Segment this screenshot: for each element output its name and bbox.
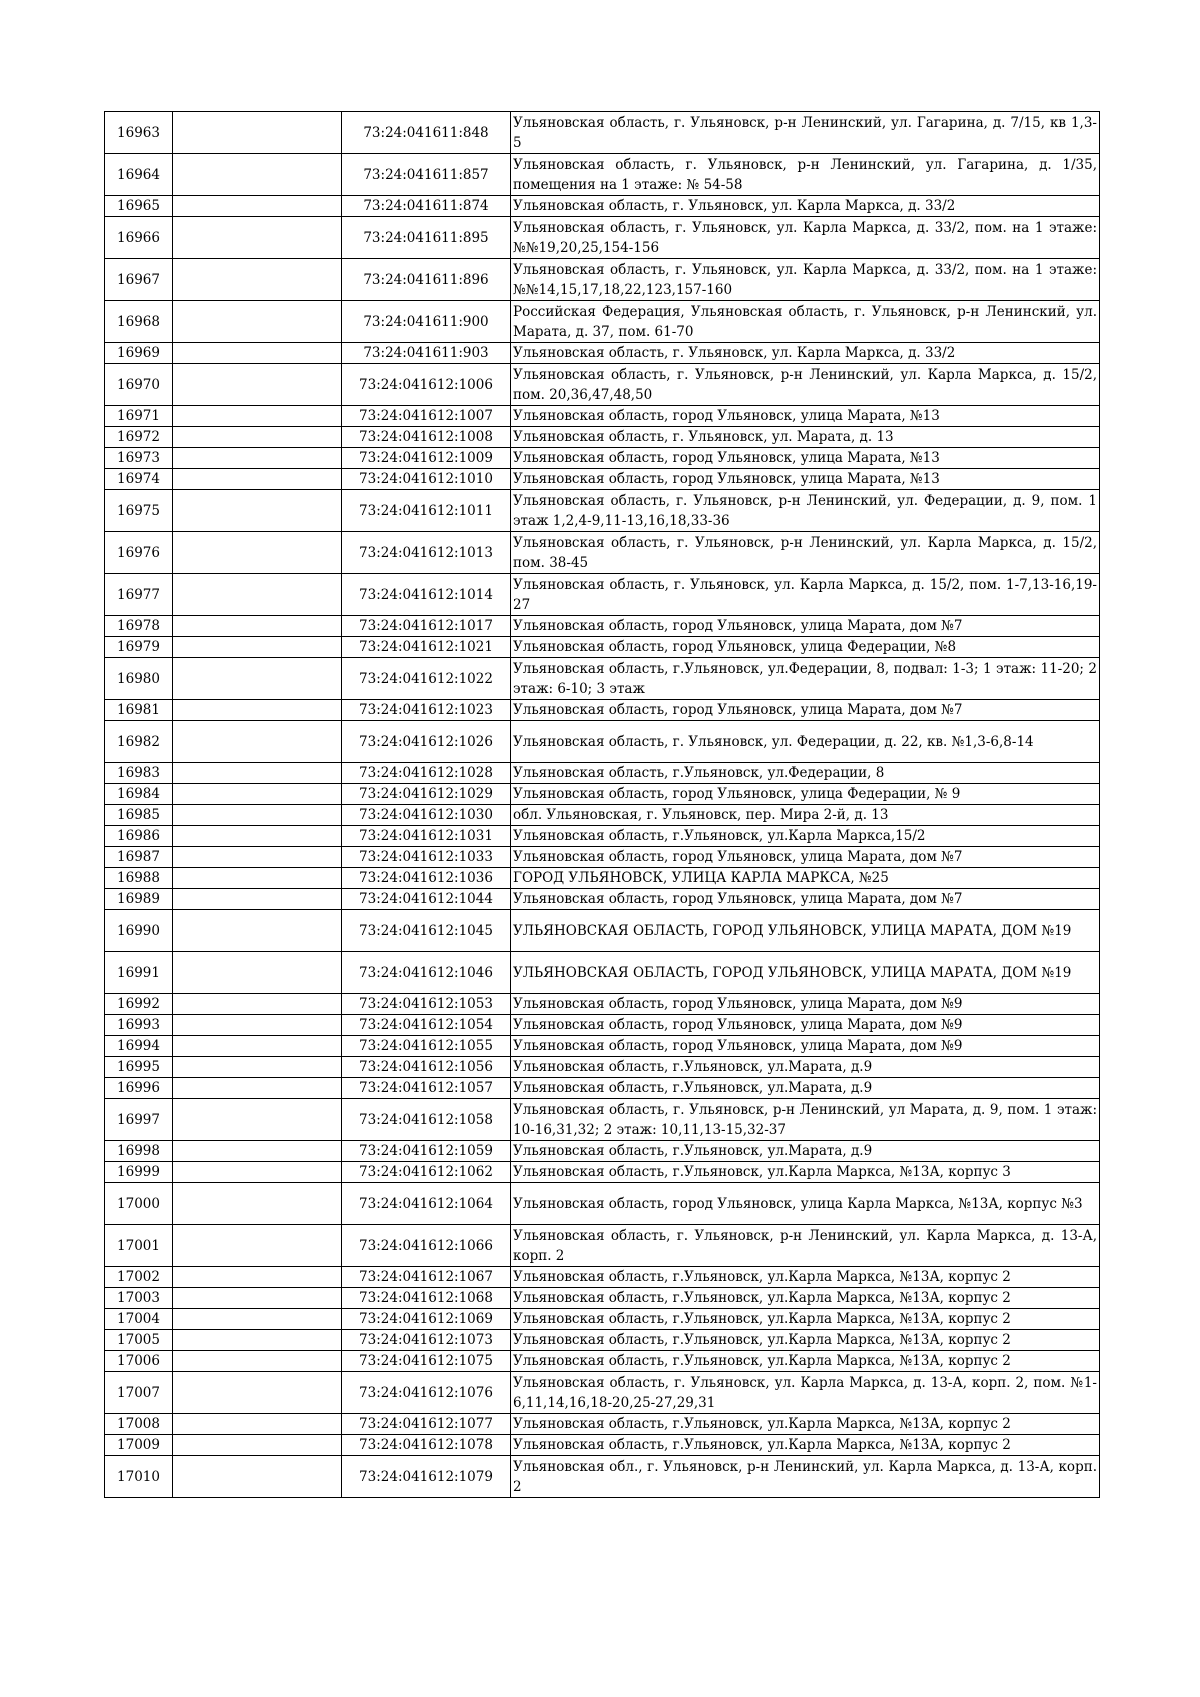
- empty-cell: [173, 448, 342, 469]
- cadastral-number-cell: 73:24:041612:1021: [342, 637, 511, 658]
- address-cell: Ульяновская область, город Ульяновск, улица Карла Маркса, №13А, корпус №3: [511, 1183, 1100, 1225]
- table-row: [105, 1162, 1100, 1183]
- table-row: [105, 1036, 1100, 1057]
- address-cell: Ульяновская область, город Ульяновск, улица Марата, дом №7: [511, 847, 1100, 868]
- address-cell: Ульяновская область, г. Ульяновск, ул. Карла Маркса, д. 33/2: [511, 343, 1100, 364]
- empty-cell: [173, 910, 342, 952]
- row-number-cell: 17008: [105, 1414, 173, 1435]
- table-row: [105, 763, 1100, 784]
- row-number-cell: 17006: [105, 1351, 173, 1372]
- cadastral-number-cell: 73:24:041612:1067: [342, 1267, 511, 1288]
- table-row: [105, 952, 1100, 994]
- empty-cell: [173, 1015, 342, 1036]
- row-number-cell: 16994: [105, 1036, 173, 1057]
- cadastral-number-cell: 73:24:041612:1079: [342, 1456, 511, 1498]
- empty-cell: [173, 700, 342, 721]
- address-cell: Ульяновская область, г. Ульяновск, р-н Ленинский, ул. Федерации, д. 9, пом. 1 этаж 1,2,4-9,11-13,16,18,33-36: [511, 490, 1100, 532]
- row-number-cell: 17009: [105, 1435, 173, 1456]
- cadastral-number-cell: 73:24:041612:1077: [342, 1414, 511, 1435]
- empty-cell: [173, 1288, 342, 1309]
- address-cell: Ульяновская обл., г. Ульяновск, р-н Ленинский, ул. Карла Маркса, д. 13-А, корп. 2: [511, 1456, 1100, 1498]
- cadastral-number-cell: 73:24:041612:1059: [342, 1141, 511, 1162]
- empty-cell: [173, 1330, 342, 1351]
- empty-cell: [173, 343, 342, 364]
- cadastral-number-cell: 73:24:041612:1058: [342, 1099, 511, 1141]
- table-row: [105, 364, 1100, 406]
- address-cell: Ульяновская область, город Ульяновск, улица Федерации, № 9: [511, 784, 1100, 805]
- row-number-cell: 16981: [105, 700, 173, 721]
- row-number-cell: 16979: [105, 637, 173, 658]
- empty-cell: [173, 658, 342, 700]
- empty-cell: [173, 1267, 342, 1288]
- row-number-cell: 16982: [105, 721, 173, 763]
- address-cell: Ульяновская область, город Ульяновск, улица Марата, дом №9: [511, 1015, 1100, 1036]
- address-cell: Ульяновская область, г.Ульяновск, ул.Федерации, 8, подвал: 1-3; 1 этаж: 11-20; 2 этаж: 6-10; 3 этаж: [511, 658, 1100, 700]
- address-cell: Ульяновская область, город Ульяновск, улица Марата, №13: [511, 469, 1100, 490]
- row-number-cell: 16976: [105, 532, 173, 574]
- address-cell: Ульяновская область, г. Ульяновск, р-н Ленинский, ул. Карла Маркса, д. 15/2, пом. 20,36,47,48,50: [511, 364, 1100, 406]
- row-number-cell: 16989: [105, 889, 173, 910]
- row-number-cell: 16986: [105, 826, 173, 847]
- address-cell: Ульяновская область, г.Ульяновск, ул.Карла Маркса, №13А, корпус 2: [511, 1267, 1100, 1288]
- cadastral-number-cell: 73:24:041612:1069: [342, 1309, 511, 1330]
- address-cell: Ульяновская область, г. Ульяновск, ул. Карла Маркса, д. 15/2, пом. 1-7,13-16,19-27: [511, 574, 1100, 616]
- table-row: [105, 1456, 1100, 1498]
- empty-cell: [173, 196, 342, 217]
- table-row: [105, 1330, 1100, 1351]
- row-number-cell: 17000: [105, 1183, 173, 1225]
- cadastral-number-cell: 73:24:041612:1014: [342, 574, 511, 616]
- row-number-cell: 17007: [105, 1372, 173, 1414]
- table-row: [105, 868, 1100, 889]
- empty-cell: [173, 490, 342, 532]
- row-number-cell: 16999: [105, 1162, 173, 1183]
- cadastral-number-cell: 73:24:041612:1064: [342, 1183, 511, 1225]
- empty-cell: [173, 1225, 342, 1267]
- cadastral-number-cell: 73:24:041611:895: [342, 217, 511, 259]
- row-number-cell: 16988: [105, 868, 173, 889]
- address-cell: Ульяновская область, г. Ульяновск, р-н Ленинский, ул. Карла Маркса, д. 13-А, корп. 2: [511, 1225, 1100, 1267]
- empty-cell: [173, 784, 342, 805]
- empty-cell: [173, 406, 342, 427]
- table-row: [105, 301, 1100, 343]
- row-number-cell: 16993: [105, 1015, 173, 1036]
- table-row: [105, 217, 1100, 259]
- cadastral-number-cell: 73:24:041612:1011: [342, 490, 511, 532]
- address-cell: Ульяновская область, г. Ульяновск, ул. Карла Маркса, д. 13-А, корп. 2, пом. №1-6,11,14,16,18-20,25-27,29,31: [511, 1372, 1100, 1414]
- empty-cell: [173, 1351, 342, 1372]
- table-row: [105, 112, 1100, 154]
- row-number-cell: 16991: [105, 952, 173, 994]
- cadastral-number-cell: 73:24:041612:1046: [342, 952, 511, 994]
- row-number-cell: 16964: [105, 154, 173, 196]
- row-number-cell: 16971: [105, 406, 173, 427]
- empty-cell: [173, 889, 342, 910]
- empty-cell: [173, 154, 342, 196]
- empty-cell: [173, 1183, 342, 1225]
- table-row: [105, 1141, 1100, 1162]
- cadastral-number-cell: 73:24:041612:1056: [342, 1057, 511, 1078]
- address-cell: Российская Федерация, Ульяновская область, г. Ульяновск, р-н Ленинский, ул. Марата, д. 37, пом. 61-70: [511, 301, 1100, 343]
- address-cell: Ульяновская область, г.Ульяновск, ул.Марата, д.9: [511, 1078, 1100, 1099]
- address-cell: Ульяновская область, город Ульяновск, улица Марата, №13: [511, 406, 1100, 427]
- address-cell: Ульяновская область, г. Ульяновск, ул. Федерации, д. 22, кв. №1,3-6,8-14: [511, 721, 1100, 763]
- row-number-cell: 17010: [105, 1456, 173, 1498]
- empty-cell: [173, 1456, 342, 1498]
- cadastral-number-cell: 73:24:041612:1062: [342, 1162, 511, 1183]
- row-number-cell: 16978: [105, 616, 173, 637]
- table-row: [105, 1183, 1100, 1225]
- address-cell: Ульяновская область, г. Ульяновск, ул. Марата, д. 13: [511, 427, 1100, 448]
- empty-cell: [173, 868, 342, 889]
- cadastral-number-cell: 73:24:041612:1054: [342, 1015, 511, 1036]
- cadastral-number-cell: 73:24:041612:1013: [342, 532, 511, 574]
- address-cell: Ульяновская область, г. Ульяновск, р-н Ленинский, ул. Гагарина, д. 7/15, кв 1,3-5: [511, 112, 1100, 154]
- empty-cell: [173, 259, 342, 301]
- empty-cell: [173, 574, 342, 616]
- cadastral-number-cell: 73:24:041612:1036: [342, 868, 511, 889]
- table-row: [105, 406, 1100, 427]
- row-number-cell: 16992: [105, 994, 173, 1015]
- address-cell: Ульяновская область, г. Ульяновск, ул. Карла Маркса, д. 33/2, пом. на 1 этаже: №№14,15,17,18,22,123,157-160: [511, 259, 1100, 301]
- cadastral-number-cell: 73:24:041612:1030: [342, 805, 511, 826]
- empty-cell: [173, 1309, 342, 1330]
- cadastral-number-cell: 73:24:041612:1057: [342, 1078, 511, 1099]
- row-number-cell: 16963: [105, 112, 173, 154]
- address-cell: Ульяновская область, город Ульяновск, улица Марата, дом №9: [511, 1036, 1100, 1057]
- address-cell: УЛЬЯНОВСКАЯ ОБЛАСТЬ, ГОРОД УЛЬЯНОВСК, УЛИЦА МАРАТА, ДОМ №19: [511, 952, 1100, 994]
- cadastral-number-cell: 73:24:041612:1033: [342, 847, 511, 868]
- empty-cell: [173, 847, 342, 868]
- address-cell: Ульяновская область, г. Ульяновск, р-н Ленинский, ул. Карла Маркса, д. 15/2, пом. 38-45: [511, 532, 1100, 574]
- empty-cell: [173, 427, 342, 448]
- row-number-cell: 16998: [105, 1141, 173, 1162]
- cadastral-number-cell: 73:24:041612:1009: [342, 448, 511, 469]
- empty-cell: [173, 1372, 342, 1414]
- cadastral-number-cell: 73:24:041612:1028: [342, 763, 511, 784]
- address-cell: Ульяновская область, город Ульяновск, улица Марата, дом №7: [511, 889, 1100, 910]
- empty-cell: [173, 1078, 342, 1099]
- cadastral-number-cell: 73:24:041612:1006: [342, 364, 511, 406]
- table-row: [105, 532, 1100, 574]
- table-row: [105, 343, 1100, 364]
- empty-cell: [173, 217, 342, 259]
- empty-cell: [173, 532, 342, 574]
- table-row: [105, 259, 1100, 301]
- address-cell: Ульяновская область, г.Ульяновск, ул.Карла Маркса, №13А, корпус 2: [511, 1309, 1100, 1330]
- row-number-cell: 16995: [105, 1057, 173, 1078]
- empty-cell: [173, 1036, 342, 1057]
- table-row: [105, 448, 1100, 469]
- address-cell: Ульяновская область, город Ульяновск, улица Марата, дом №7: [511, 700, 1100, 721]
- table-row: [105, 1057, 1100, 1078]
- cadastral-number-cell: 73:24:041612:1031: [342, 826, 511, 847]
- empty-cell: [173, 721, 342, 763]
- row-number-cell: 16968: [105, 301, 173, 343]
- cadastral-number-cell: 73:24:041612:1010: [342, 469, 511, 490]
- table-row: [105, 1267, 1100, 1288]
- table-row: [105, 1015, 1100, 1036]
- cadastral-number-cell: 73:24:041611:900: [342, 301, 511, 343]
- table-row: [105, 658, 1100, 700]
- table-row: [105, 847, 1100, 868]
- empty-cell: [173, 301, 342, 343]
- empty-cell: [173, 826, 342, 847]
- address-cell: обл. Ульяновская, г. Ульяновск, пер. Мира 2-й, д. 13: [511, 805, 1100, 826]
- empty-cell: [173, 1414, 342, 1435]
- cadastral-number-cell: 73:24:041611:874: [342, 196, 511, 217]
- table-row: [105, 616, 1100, 637]
- table-row: [105, 1288, 1100, 1309]
- cadastral-number-cell: 73:24:041612:1055: [342, 1036, 511, 1057]
- cadastral-number-cell: 73:24:041612:1022: [342, 658, 511, 700]
- cadastral-number-cell: 73:24:041612:1023: [342, 700, 511, 721]
- cadastral-number-cell: 73:24:041611:896: [342, 259, 511, 301]
- address-cell: ГОРОД УЛЬЯНОВСК, УЛИЦА КАРЛА МАРКСА, №25: [511, 868, 1100, 889]
- empty-cell: [173, 469, 342, 490]
- table-row: [105, 1372, 1100, 1414]
- row-number-cell: 16975: [105, 490, 173, 532]
- address-cell: Ульяновская область, город Ульяновск, улица Марата, №13: [511, 448, 1100, 469]
- row-number-cell: 16990: [105, 910, 173, 952]
- empty-cell: [173, 364, 342, 406]
- row-number-cell: 17004: [105, 1309, 173, 1330]
- row-number-cell: 16967: [105, 259, 173, 301]
- table-row: [105, 784, 1100, 805]
- address-cell: Ульяновская область, г.Ульяновск, ул.Карла Маркса, №13А, корпус 2: [511, 1414, 1100, 1435]
- table-row: [105, 910, 1100, 952]
- cadastral-number-cell: 73:24:041612:1073: [342, 1330, 511, 1351]
- row-number-cell: 16997: [105, 1099, 173, 1141]
- address-cell: Ульяновская область, г.Ульяновск, ул.Карла Маркса,15/2: [511, 826, 1100, 847]
- table-row: [105, 1309, 1100, 1330]
- address-cell: Ульяновская область, город Ульяновск, улица Марата, дом №7: [511, 616, 1100, 637]
- address-cell: Ульяновская область, город Ульяновск, улица Марата, дом №9: [511, 994, 1100, 1015]
- cadastral-number-cell: 73:24:041612:1078: [342, 1435, 511, 1456]
- cadastral-number-cell: 73:24:041612:1017: [342, 616, 511, 637]
- table-row: [105, 1078, 1100, 1099]
- empty-cell: [173, 952, 342, 994]
- address-cell: Ульяновская область, г. Ульяновск, р-н Ленинский, ул. Гагарина, д. 1/35, помещения на 1 этаже: № 54-58: [511, 154, 1100, 196]
- row-number-cell: 16977: [105, 574, 173, 616]
- address-cell: Ульяновская область, г.Ульяновск, ул.Карла Маркса, №13А, корпус 2: [511, 1330, 1100, 1351]
- cadastral-number-cell: 73:24:041612:1075: [342, 1351, 511, 1372]
- empty-cell: [173, 763, 342, 784]
- table-row: [105, 1099, 1100, 1141]
- address-cell: Ульяновская область, г.Ульяновск, ул.Карла Маркса, №13А, корпус 2: [511, 1288, 1100, 1309]
- address-cell: Ульяновская область, г. Ульяновск, ул. Карла Маркса, д. 33/2: [511, 196, 1100, 217]
- address-cell: Ульяновская область, город Ульяновск, улица Федерации, №8: [511, 637, 1100, 658]
- address-cell: Ульяновская область, г.Ульяновск, ул.Федерации, 8: [511, 763, 1100, 784]
- address-cell: Ульяновская область, г.Ульяновск, ул.Карла Маркса, №13А, корпус 2: [511, 1351, 1100, 1372]
- empty-cell: [173, 1435, 342, 1456]
- empty-cell: [173, 637, 342, 658]
- cadastral-number-cell: 73:24:041612:1029: [342, 784, 511, 805]
- table-row: [105, 427, 1100, 448]
- table-row: [105, 721, 1100, 763]
- table-row: [105, 889, 1100, 910]
- cadastral-number-cell: 73:24:041612:1026: [342, 721, 511, 763]
- table-row: [105, 805, 1100, 826]
- registry-table: [104, 111, 1100, 1498]
- cadastral-number-cell: 73:24:041612:1044: [342, 889, 511, 910]
- empty-cell: [173, 805, 342, 826]
- row-number-cell: 17002: [105, 1267, 173, 1288]
- cadastral-number-cell: 73:24:041612:1076: [342, 1372, 511, 1414]
- table-row: [105, 994, 1100, 1015]
- cadastral-number-cell: 73:24:041612:1008: [342, 427, 511, 448]
- address-cell: Ульяновская область, г. Ульяновск, ул. Карла Маркса, д. 33/2, пом. на 1 этаже: №№19,20,25,154-156: [511, 217, 1100, 259]
- table-row: [105, 1414, 1100, 1435]
- row-number-cell: 16966: [105, 217, 173, 259]
- row-number-cell: 16984: [105, 784, 173, 805]
- row-number-cell: 16980: [105, 658, 173, 700]
- row-number-cell: 16972: [105, 427, 173, 448]
- empty-cell: [173, 1099, 342, 1141]
- cadastral-number-cell: 73:24:041611:857: [342, 154, 511, 196]
- cadastral-number-cell: 73:24:041612:1007: [342, 406, 511, 427]
- cadastral-number-cell: 73:24:041612:1053: [342, 994, 511, 1015]
- row-number-cell: 16965: [105, 196, 173, 217]
- empty-cell: [173, 1057, 342, 1078]
- table-row: [105, 574, 1100, 616]
- address-cell: Ульяновская область, г.Ульяновск, ул.Карла Маркса, №13А, корпус 3: [511, 1162, 1100, 1183]
- cadastral-number-cell: 73:24:041612:1068: [342, 1288, 511, 1309]
- empty-cell: [173, 994, 342, 1015]
- cadastral-number-cell: 73:24:041611:848: [342, 112, 511, 154]
- row-number-cell: 16983: [105, 763, 173, 784]
- cadastral-number-cell: 73:24:041612:1045: [342, 910, 511, 952]
- row-number-cell: 17001: [105, 1225, 173, 1267]
- table-row: [105, 154, 1100, 196]
- empty-cell: [173, 112, 342, 154]
- address-cell: УЛЬЯНОВСКАЯ ОБЛАСТЬ, ГОРОД УЛЬЯНОВСК, УЛИЦА МАРАТА, ДОМ №19: [511, 910, 1100, 952]
- row-number-cell: 16974: [105, 469, 173, 490]
- address-cell: Ульяновская область, г.Ульяновск, ул.Карла Маркса, №13А, корпус 2: [511, 1435, 1100, 1456]
- table-row: [105, 469, 1100, 490]
- cadastral-number-cell: 73:24:041611:903: [342, 343, 511, 364]
- table-row: [105, 700, 1100, 721]
- table-row: [105, 1435, 1100, 1456]
- address-cell: Ульяновская область, г.Ульяновск, ул.Марата, д.9: [511, 1057, 1100, 1078]
- table-row: [105, 196, 1100, 217]
- empty-cell: [173, 616, 342, 637]
- address-cell: Ульяновская область, г. Ульяновск, р-н Ленинский, ул Марата, д. 9, пом. 1 этаж: 10-16,31,32; 2 этаж: 10,11,13-15,32-37: [511, 1099, 1100, 1141]
- row-number-cell: 16985: [105, 805, 173, 826]
- address-cell: Ульяновская область, г.Ульяновск, ул.Марата, д.9: [511, 1141, 1100, 1162]
- row-number-cell: 17003: [105, 1288, 173, 1309]
- table-row: [105, 1351, 1100, 1372]
- row-number-cell: 16969: [105, 343, 173, 364]
- row-number-cell: 16973: [105, 448, 173, 469]
- cadastral-number-cell: 73:24:041612:1066: [342, 1225, 511, 1267]
- table-row: [105, 637, 1100, 658]
- table-row: [105, 826, 1100, 847]
- empty-cell: [173, 1141, 342, 1162]
- empty-cell: [173, 1162, 342, 1183]
- row-number-cell: 16970: [105, 364, 173, 406]
- row-number-cell: 17005: [105, 1330, 173, 1351]
- table-row: [105, 1225, 1100, 1267]
- table-body: [105, 112, 1100, 1498]
- row-number-cell: 16987: [105, 847, 173, 868]
- row-number-cell: 16996: [105, 1078, 173, 1099]
- table-row: [105, 490, 1100, 532]
